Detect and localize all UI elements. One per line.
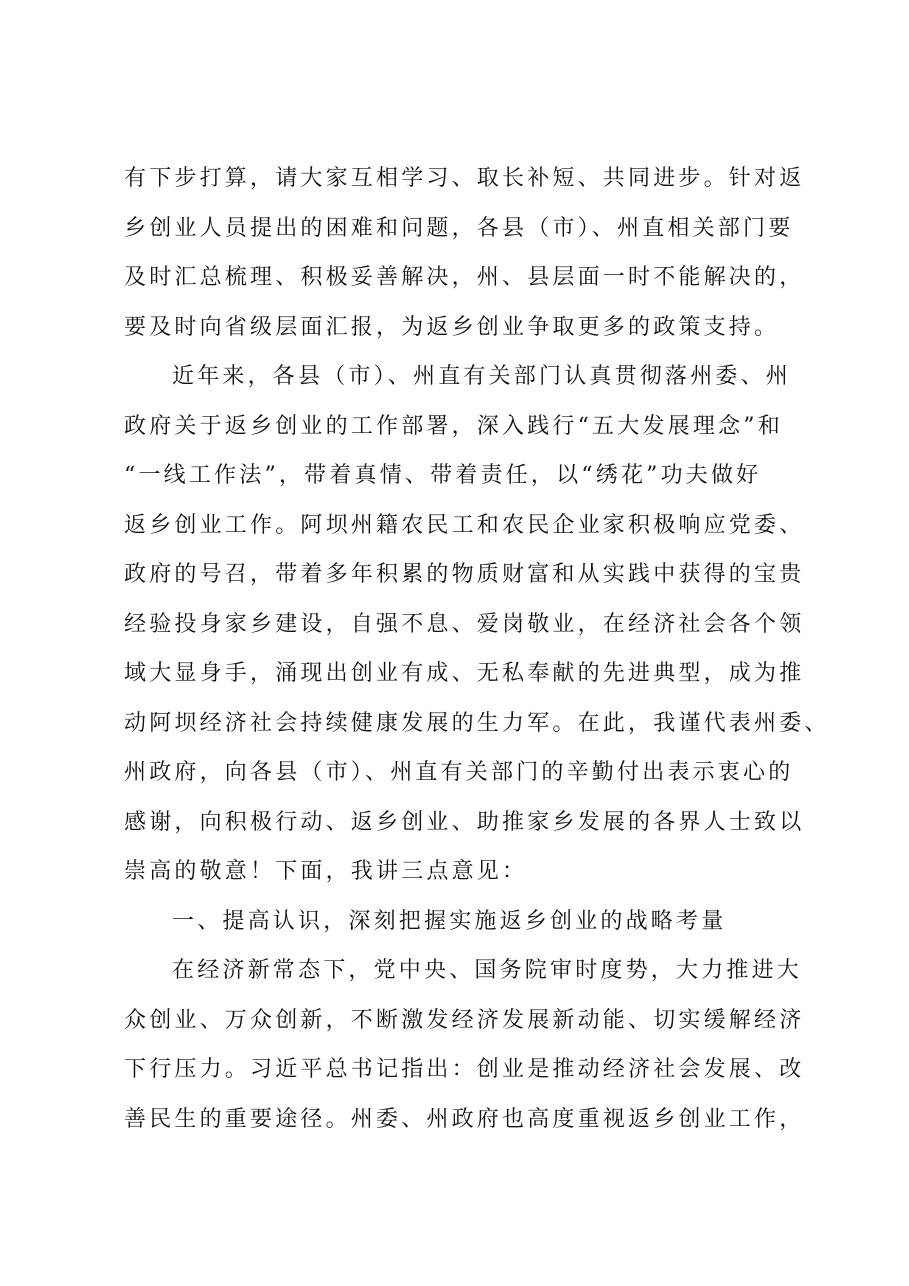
text-line: 众创业、万众创新，不断激发经济发展新动能、切实缓解经济 <box>124 1007 805 1033</box>
text-line: 感谢，向积极行动、返乡创业、助推家乡发展的各界人士致以 <box>124 809 805 835</box>
text-line: 州政府，向各县（市）、州直有关部门的辛勤付出表示衷心的 <box>124 760 794 785</box>
text-line: 政府关于返乡创业的工作部署，深入践行“五大发展理念”和 <box>124 413 783 439</box>
text-line: 政府的号召，带着多年积累的物质财富和从实践中获得的宝贵 <box>124 562 805 587</box>
document-body <box>124 154 830 1144</box>
text-line: 返乡创业工作。阿坝州籍农民工和农民企业家积极响应党委、 <box>124 512 805 538</box>
section-heading: 一、提高认识，深刻把握实施返乡创业的战略考量 <box>172 908 727 934</box>
text-line: 及时汇总梳理、积极妥善解决，州、县层面一时不能解决的， <box>124 265 805 290</box>
text-line: 动阿坝经济社会持续健康发展的生力军。在此，我谨代表州委、 <box>124 710 830 736</box>
text-line: 经验投身家乡建设，自强不息、爱岗敬业，在经济社会各个领 <box>124 611 805 637</box>
text-line: 近年来，各县（市）、州直有关部门认真贯彻落州委、州 <box>172 364 792 389</box>
text-line: 善民生的重要途径。州委、州政府也高度重视返乡创业工作， <box>124 1106 805 1132</box>
text-line: “一线工作法”，带着真情、带着责任，以“绣花”功夫做好 <box>124 463 762 488</box>
text-line: 乡创业人员提出的困难和问题，各县（市）、州直相关部门要 <box>124 215 794 241</box>
text-line: 有下步打算，请大家互相学习、取长补短、共同进步。针对返 <box>124 166 805 191</box>
text-line: 下行压力。习近平总书记指出：创业是推动经济社会发展、改 <box>124 1057 805 1082</box>
text-line: 要及时向省级层面汇报，为返乡创业争取更多的政策支持。 <box>124 314 780 340</box>
text-line: 在经济新常态下，党中央、国务院审时度势，大力推进大 <box>172 958 803 983</box>
text-line: 域大显身手，涌现出创业有成、无私奉献的先进典型，成为推 <box>124 661 805 686</box>
text-line: 崇高的敬意！下面，我讲三点意见： <box>124 859 528 884</box>
